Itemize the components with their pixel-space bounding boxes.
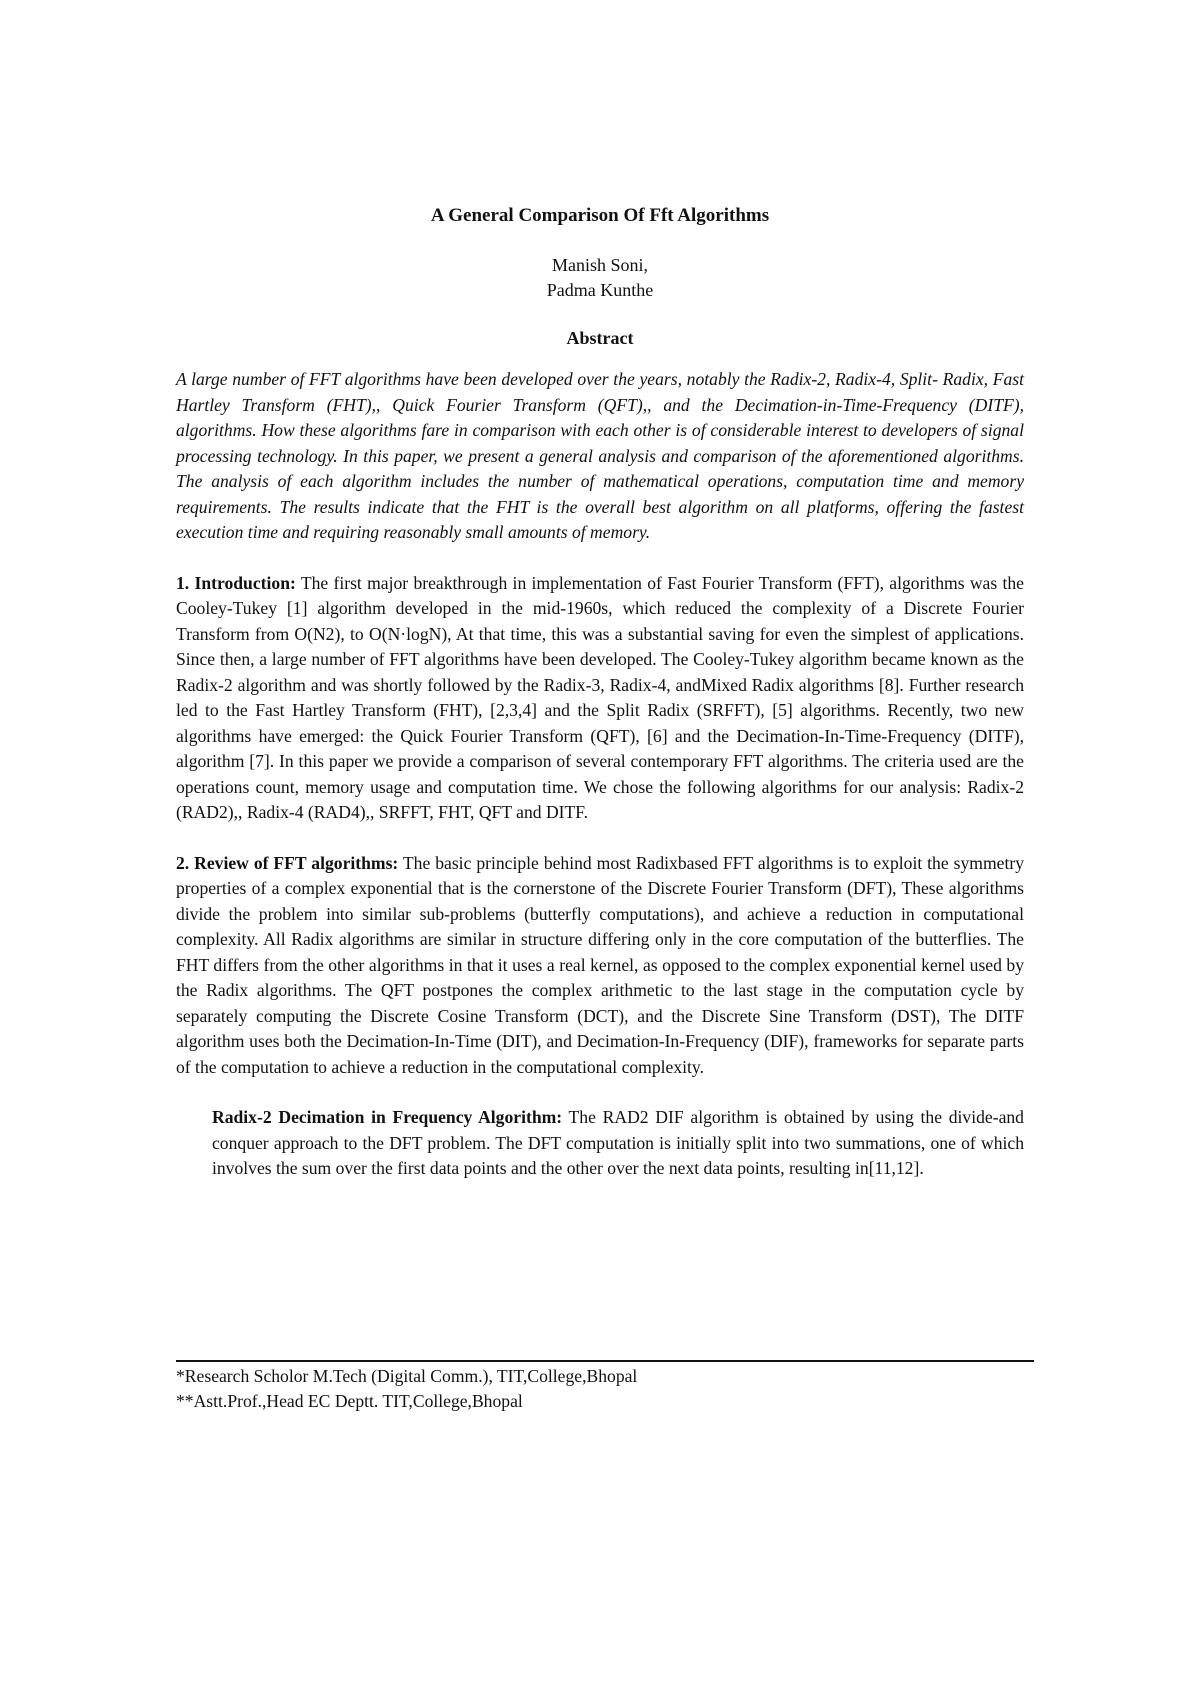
footnotes	[176, 1364, 1024, 1414]
author-list	[176, 253, 1024, 303]
section-introduction	[176, 571, 1024, 826]
author-name: Padma Kunthe	[546, 280, 654, 300]
section-heading: 1. Introduction:	[176, 572, 296, 593]
section-body: The basic principle behind most Radixbased FFT algorithms is to exploit the symmetry properties of a complex exponential that is the cornerstone of the Discrete Fourier Transform (DFT), These algorithms divide the problem into similar sub-problems (butterfly computations), and achieve a reduction in computational complexity. All Radix algorithms are similar in structure differing only in the core computation of the butterflies. The FHT differs from the other algorithms in that it uses a real kernel, as opposed to the complex exponential kernel used by the Radix algorithms. The QFT postpones the complex arithmetic to the last stage in the computation cycle by separately computing the Discrete Cosine Transform (DCT), and the Discrete Sine Transform (DST), The DITF algorithm uses both the Decimation-In-Time (DIT), and Decimation-In-Frequency (DIF), frameworks for separate parts of the computation to achieve a reduction in the computational complexity.	[176, 852, 1024, 1077]
footnote: *Research Scholor M.Tech (Digital Comm.), TIT,College,Bhopal	[176, 1366, 638, 1386]
subsection-body: The RAD2 DIF algorithm is obtained by using the divide-and conquer approach to the DFT problem. The DFT computation is initially split into two summations, one of which involves the sum over the first data points and the other over the next data points, resulting in[11,12].	[212, 1107, 1024, 1178]
section-review	[176, 851, 1024, 1081]
author-name: Manish Soni,	[551, 255, 648, 275]
section-heading: 2. Review of FFT algorithms:	[176, 852, 399, 873]
paper-page	[176, 205, 1024, 1207]
section-body: The first major breakthrough in implementation of Fast Fourier Transform (FFT), algorithms was the Cooley-Tukey [1] algorithm developed in the mid-1960s, which reduced the complexity of a Discrete Fourier Transform from O(N2), to O(N·logN), At that time, this was a substantial saving for even the simplest of applications. Since then, a large number of FFT algorithms have been developed. The Cooley-Tukey algorithm became known as the Radix-2 algorithm and was shortly followed by the Radix-3, Radix-4, andMixed Radix algorithms [8]. Further research led to the Fast Hartley Transform (FHT), [2,3,4] and the Split Radix (SRFFT), [5] algorithms. Recently, two new algorithms have emerged: the Quick Fourier Transform (QFT), [6] and the Decimation-In-Time-Frequency (DITF), algorithm [7]. In this paper we provide a comparison of several contemporary FFT algorithms. The criteria used are the operations count, memory usage and computation time. We chose the following algorithms for our analysis: Radix-2 (RAD2),, Radix-4 (RAD4),, SRFFT, FHT, QFT and DITF.	[176, 572, 1024, 822]
subsection-radix2	[212, 1105, 1024, 1182]
subsection-heading: Radix-2 Decimation in Frequency Algorithm:	[212, 1107, 563, 1127]
footnote-divider	[176, 1360, 1034, 1362]
paper-title: A General Comparison Of Fft Algorithms	[430, 205, 770, 226]
abstract-heading: Abstract	[566, 328, 634, 348]
abstract-text: A large number of FFT algorithms have been developed over the years, notably the Radix-2, Radix-4, Split- Radix, Fast Hartley Transform (FHT),, Quick Fourier Transform (QFT),, and the Decimation-in-Time-Frequency (DITF), algorithms. How these algorithms fare in comparison with each other is of considerable interest to developers of signal processing technology. In this paper, we present a general analysis and comparison of the aforementioned algorithms. The analysis of each algorithm includes the number of mathematical operations, computation time and memory requirements. The results indicate that the FHT is the overall best algorithm on all platforms, offering the fastest execution time and requiring reasonably small amounts of memory.	[176, 369, 1024, 542]
footnote: **Astt.Prof.,Head EC Deptt. TIT,College,Bhopal	[176, 1391, 523, 1411]
